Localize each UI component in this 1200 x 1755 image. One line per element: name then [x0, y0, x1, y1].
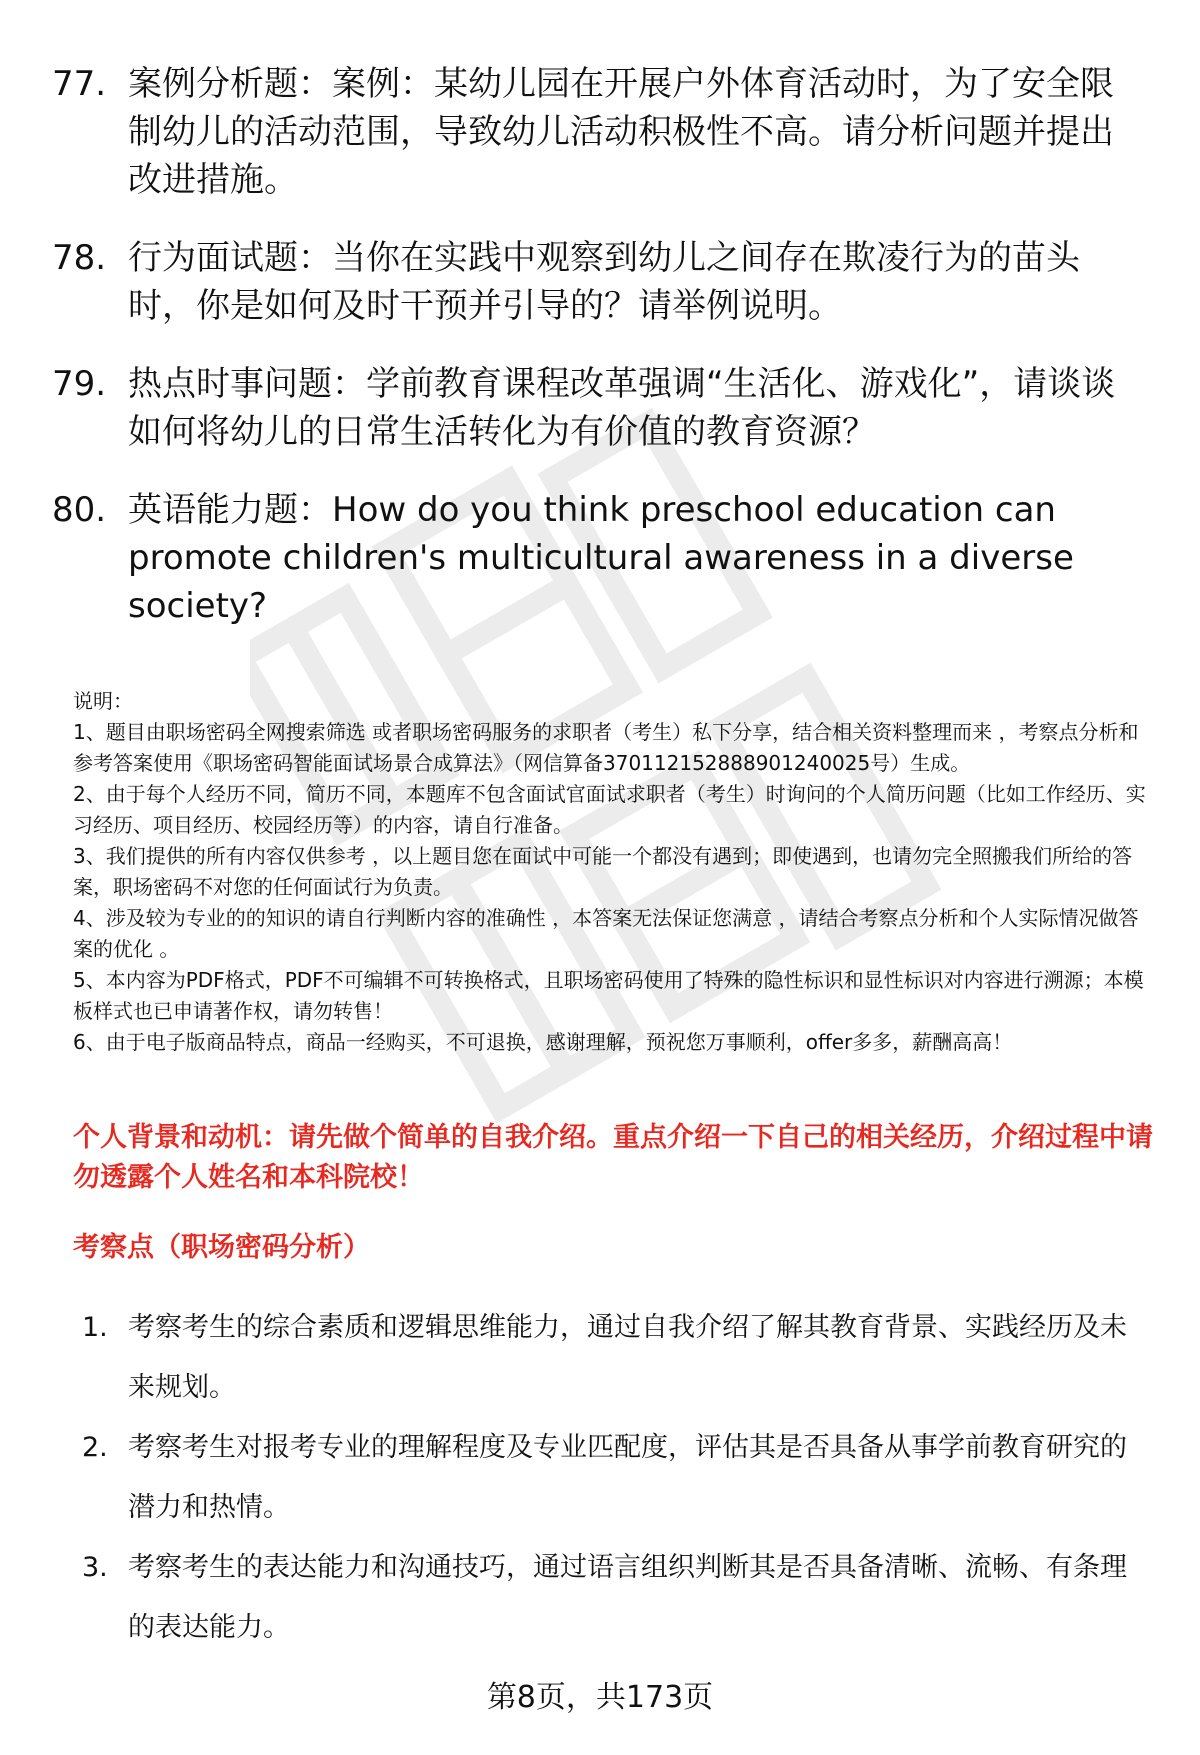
question-number: 79.	[52, 364, 107, 404]
note-item: 6、由于电子版商品特点，商品一经购买，不可退换，感谢理解，预祝您万事顺利，offer多多，薪酬高高！	[73, 1030, 1013, 1054]
focus-point-text: 考察考生对报考专业的理解程度及专业匹配度，评估其是否具备从事学前教育研究的潜力和热情。	[128, 1432, 1127, 1523]
question-item	[52, 234, 1152, 330]
focus-point-item	[82, 1538, 1152, 1658]
question-number: 80.	[52, 490, 107, 530]
note-item: 5、本内容为PDF格式，PDF不可编辑不可转换格式，且职场密码使用了特殊的隐性标识和显性标识对内容进行溯源；本模板样式也已申请著作权，请勿转售！	[73, 968, 1144, 1023]
focus-points-list	[82, 1298, 1152, 1658]
note-item: 1、题目由职场密码全网搜索筛选 或者职场密码服务的求职者（考生）私下分享，结合相关资料整理而来 ，考察点分析和参考答案使用《职场密码智能面试场景合成算法》（网信算备370112152888901240025号）生成。	[73, 720, 1139, 775]
question-number: 78.	[52, 238, 107, 278]
question-text: 热点时事问题：学前教育课程改革强调“生活化、游戏化”，请谈谈如何将幼儿的日常生活转化为有价值的教育资源？	[128, 364, 1116, 452]
question-text: 英语能力题：How do you think preschool education can promote children's multicultural awareness in a diverse society?	[128, 490, 1074, 626]
focus-point-text: 考察考生的表达能力和沟通技巧，通过语言组织判断其是否具备清晰、流畅、有条理的表达能力。	[128, 1552, 1127, 1643]
focus-point-number: 1.	[82, 1312, 108, 1343]
page-footer: 第8页，共173页	[486, 1680, 714, 1715]
focus-point-number: 3.	[82, 1552, 108, 1583]
focus-point-text: 考察考生的综合素质和逻辑思维能力，通过自我介绍了解其教育背景、实践经历及未来规划。	[128, 1312, 1127, 1403]
notes-title: 说明：	[73, 689, 133, 713]
question-item	[52, 60, 1152, 204]
focus-point-item	[82, 1298, 1152, 1418]
focus-point-item	[82, 1418, 1152, 1538]
focus-point-number: 2.	[82, 1432, 108, 1463]
notes-section	[73, 686, 1158, 1058]
question-text: 行为面试题：当你在实践中观察到幼儿之间存在欺凌行为的苗头时，你是如何及时干预并引导的？请举例说明。	[128, 238, 1080, 326]
note-item: 4、涉及较为专业的的知识的请自行判断内容的准确性 ，本答案无法保证您满意 ，请结合考察点分析和个人实际情况做答案的优化 。	[73, 906, 1139, 961]
question-item	[52, 360, 1152, 456]
background-question: 个人背景和动机：请先做个简单的自我介绍。重点介绍一下自己的相关经历，介绍过程中请勿透露个人姓名和本科院校！	[73, 1122, 1153, 1193]
question-number: 77.	[52, 64, 107, 104]
question-item	[52, 486, 1152, 630]
question-text: 案例分析题：案例：某幼儿园在开展户外体育活动时，为了安全限制幼儿的活动范围，导致幼儿活动积极性不高。请分析问题并提出改进措施。	[128, 64, 1114, 200]
focus-points-title: 考察点（职场密码分析）	[73, 1232, 370, 1263]
question-list	[52, 60, 1152, 660]
note-item: 2、由于每个人经历不同，简历不同，本题库不包含面试官面试求职者（考生）时询问的个人简历问题（比如工作经历、实习经历、项目经历、校园经历等）的内容，请自行准备。	[73, 782, 1146, 837]
note-item: 3、我们提供的所有内容仅供参考 ，以上题目您在面试中可能一个都没有遇到；即使遇到，也请勿完全照搬我们所给的答案，职场密码不对您的任何面试行为负责。	[73, 844, 1133, 899]
